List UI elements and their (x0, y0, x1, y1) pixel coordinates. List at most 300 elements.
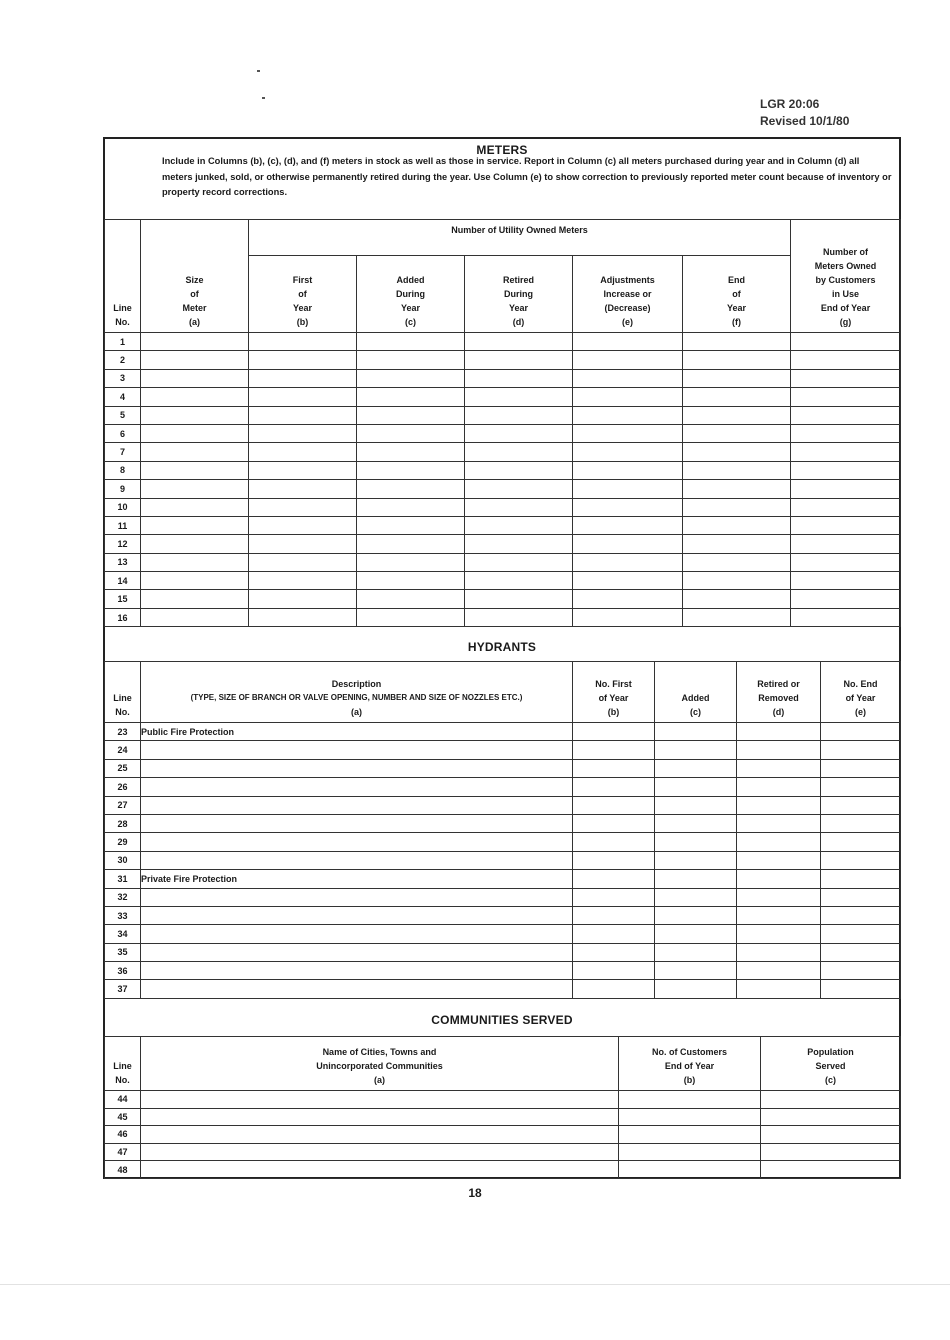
meters-size-cell[interactable] (141, 535, 249, 553)
form-code: LGR 20:06 (760, 97, 820, 111)
line-number: 46 (105, 1126, 141, 1144)
meters-customer-owned-cell[interactable] (791, 480, 901, 498)
hydrants-added-cell[interactable] (655, 888, 737, 906)
hydrants-no-end-of-year-cell[interactable] (821, 888, 901, 906)
meters-size-cell[interactable] (141, 572, 249, 590)
line-number: 48 (105, 1161, 141, 1179)
hydrants-description-cell[interactable] (141, 778, 573, 796)
table-row (105, 461, 901, 479)
meters-customer-owned-cell[interactable] (791, 443, 901, 461)
table-row (105, 759, 901, 777)
line-number: 31 (105, 870, 141, 888)
communities-customers-end-of-year-cell[interactable] (619, 1126, 761, 1144)
hydrants-description-cell[interactable] (141, 741, 573, 759)
meters-adjustments-cell[interactable] (573, 369, 683, 387)
meters-instructions: Include in Columns (b), (c), (d), and (f) meters in stock as well as those in service. Report in Column (c) all meters purchased during year and in Column (d) all meters junked, sold, or otherwise permanently retired during the year. Use Column (e) to show correction to previously reported meter count because of inventory or property record corrections. (162, 156, 892, 197)
table-row (105, 778, 901, 796)
meters-adjustments-cell[interactable] (573, 498, 683, 516)
meters-retired-cell[interactable] (465, 351, 573, 369)
line-number: 23 (105, 723, 141, 741)
table-row (105, 553, 901, 571)
meters-retired-cell[interactable] (465, 516, 573, 534)
hydrants-table (104, 661, 901, 999)
hydrants-no-first-of-year-cell[interactable] (573, 759, 655, 777)
revised-date: Revised 10/1/80 (760, 114, 850, 128)
communities-line-header: Line No. (105, 1037, 141, 1091)
meters-first-of-year-cell[interactable] (249, 424, 357, 442)
scan-speck (262, 97, 265, 99)
hydrants-retired-or-removed-cell[interactable] (737, 778, 821, 796)
meters-end-of-year-cell[interactable] (683, 424, 791, 442)
meters-adjustments-cell[interactable] (573, 516, 683, 534)
hydrants-no-first-of-year-cell[interactable] (573, 851, 655, 869)
meters-size-cell[interactable] (141, 424, 249, 442)
meters-end-of-year-cell[interactable] (683, 498, 791, 516)
meters-added-cell[interactable] (357, 608, 465, 626)
meters-col-c-header: Added During Year (c) (357, 256, 465, 333)
meters-end-of-year-cell[interactable] (683, 590, 791, 608)
meters-first-of-year-cell[interactable] (249, 516, 357, 534)
meters-customer-owned-cell[interactable] (791, 553, 901, 571)
line-number: 8 (105, 461, 141, 479)
line-number: 6 (105, 424, 141, 442)
meters-end-of-year-cell[interactable] (683, 461, 791, 479)
meters-end-of-year-cell[interactable] (683, 608, 791, 626)
meters-customer-owned-cell[interactable] (791, 333, 901, 351)
hydrants-added-cell[interactable] (655, 833, 737, 851)
meters-end-of-year-cell[interactable] (683, 406, 791, 424)
meters-adjustments-cell[interactable] (573, 388, 683, 406)
communities-population-served-cell[interactable] (761, 1161, 901, 1179)
table-row (105, 406, 901, 424)
hydrants-added-cell[interactable] (655, 962, 737, 980)
meters-customer-owned-cell[interactable] (791, 388, 901, 406)
hydrants-retired-or-removed-cell[interactable] (737, 814, 821, 832)
table-row (105, 833, 901, 851)
meters-added-cell[interactable] (357, 388, 465, 406)
meters-size-cell[interactable] (141, 369, 249, 387)
meters-retired-cell[interactable] (465, 553, 573, 571)
hydrants-added-cell[interactable] (655, 796, 737, 814)
meters-customer-owned-cell[interactable] (791, 590, 901, 608)
hydrants-no-first-of-year-cell[interactable] (573, 980, 655, 998)
communities-col-b-header: No. of Customers End of Year (b) (619, 1037, 761, 1091)
hydrants-description-cell[interactable] (141, 814, 573, 832)
hydrants-no-first-of-year-cell[interactable] (573, 833, 655, 851)
meters-adjustments-cell[interactable] (573, 424, 683, 442)
hydrants-no-end-of-year-cell[interactable] (821, 851, 901, 869)
table-row (105, 572, 901, 590)
table-row (105, 741, 901, 759)
line-number: 44 (105, 1091, 141, 1109)
line-number: 7 (105, 443, 141, 461)
table-row (105, 814, 901, 832)
meters-size-cell[interactable] (141, 351, 249, 369)
table-row (105, 943, 901, 961)
meters-size-cell[interactable] (141, 516, 249, 534)
table-row (105, 1108, 901, 1126)
hydrants-no-end-of-year-cell[interactable] (821, 943, 901, 961)
meters-first-of-year-cell[interactable] (249, 333, 357, 351)
meters-adjustments-cell[interactable] (573, 461, 683, 479)
meters-customer-owned-cell[interactable] (791, 461, 901, 479)
meters-retired-cell[interactable] (465, 424, 573, 442)
line-number: 11 (105, 516, 141, 534)
hydrants-no-first-of-year-cell[interactable] (573, 796, 655, 814)
meters-size-cell[interactable] (141, 553, 249, 571)
line-number: 15 (105, 590, 141, 608)
meters-customer-owned-cell[interactable] (791, 516, 901, 534)
meters-first-of-year-cell[interactable] (249, 443, 357, 461)
hydrants-description-cell[interactable]: Public Fire Protection (141, 723, 573, 741)
meters-adjustments-cell[interactable] (573, 572, 683, 590)
meters-customer-owned-cell[interactable] (791, 369, 901, 387)
meters-first-of-year-cell[interactable] (249, 351, 357, 369)
line-number: 36 (105, 962, 141, 980)
meters-table (104, 219, 901, 627)
hydrants-no-first-of-year-cell[interactable] (573, 870, 655, 888)
hydrants-title: HYDRANTS (467, 640, 537, 654)
hydrants-no-first-of-year-cell[interactable] (573, 925, 655, 943)
meters-added-cell[interactable] (357, 461, 465, 479)
communities-population-served-cell[interactable] (761, 1143, 901, 1161)
hydrants-added-cell[interactable] (655, 925, 737, 943)
table-row (105, 443, 901, 461)
hydrants-retired-or-removed-cell[interactable] (737, 870, 821, 888)
table-row (105, 535, 901, 553)
meters-adjustments-cell[interactable] (573, 480, 683, 498)
meters-col-f-header: End of Year (f) (683, 256, 791, 333)
table-row (105, 888, 901, 906)
hydrants-added-cell[interactable] (655, 778, 737, 796)
meters-first-of-year-cell[interactable] (249, 461, 357, 479)
hydrants-no-first-of-year-cell[interactable] (573, 741, 655, 759)
hydrants-col-d-header: Retired or Removed (d) (737, 662, 821, 723)
hydrants-added-cell[interactable] (655, 980, 737, 998)
hydrants-line-header: Line No. (105, 662, 141, 723)
line-number: 47 (105, 1143, 141, 1161)
hydrants-retired-or-removed-cell[interactable] (737, 723, 821, 741)
form-code-header (760, 96, 849, 130)
meters-size-cell[interactable] (141, 388, 249, 406)
hydrants-no-end-of-year-cell[interactable] (821, 796, 901, 814)
meters-end-of-year-cell[interactable] (683, 516, 791, 534)
table-row (105, 590, 901, 608)
line-number: 25 (105, 759, 141, 777)
meters-retired-cell[interactable] (465, 388, 573, 406)
meters-retired-cell[interactable] (465, 535, 573, 553)
hydrants-no-end-of-year-cell[interactable] (821, 906, 901, 924)
meters-end-of-year-cell[interactable] (683, 369, 791, 387)
line-number: 28 (105, 814, 141, 832)
meters-added-cell[interactable] (357, 572, 465, 590)
communities-customers-end-of-year-cell[interactable] (619, 1161, 761, 1179)
meters-added-cell[interactable] (357, 590, 465, 608)
table-row (105, 516, 901, 534)
hydrants-added-cell[interactable] (655, 906, 737, 924)
meters-first-of-year-cell[interactable] (249, 553, 357, 571)
meters-adjustments-cell[interactable] (573, 351, 683, 369)
hydrants-no-first-of-year-cell[interactable] (573, 888, 655, 906)
hydrants-no-end-of-year-cell[interactable] (821, 778, 901, 796)
line-number: 29 (105, 833, 141, 851)
hydrants-no-end-of-year-cell[interactable] (821, 925, 901, 943)
meters-adjustments-cell[interactable] (573, 443, 683, 461)
table-row (105, 851, 901, 869)
scan-speck (257, 70, 260, 72)
meters-first-of-year-cell[interactable] (249, 480, 357, 498)
meters-col-g-header: Number of Meters Owned by Customers in Use End of Year (g) (791, 220, 901, 333)
meters-title: METERS (476, 143, 528, 157)
meters-retired-cell[interactable] (465, 590, 573, 608)
table-row (105, 1143, 901, 1161)
meters-adjustments-cell[interactable] (573, 333, 683, 351)
hydrants-added-cell[interactable] (655, 851, 737, 869)
hydrants-no-first-of-year-cell[interactable] (573, 723, 655, 741)
hydrants-description-cell[interactable] (141, 833, 573, 851)
line-number: 45 (105, 1108, 141, 1126)
meters-retired-cell[interactable] (465, 369, 573, 387)
meters-adjustments-cell[interactable] (573, 590, 683, 608)
meters-first-of-year-cell[interactable] (249, 572, 357, 590)
hydrants-no-first-of-year-cell[interactable] (573, 814, 655, 832)
meters-customer-owned-cell[interactable] (791, 351, 901, 369)
communities-title: COMMUNITIES SERVED (431, 1013, 573, 1027)
hydrants-col-b-header: No. First of Year (b) (573, 662, 655, 723)
meters-size-cell[interactable] (141, 608, 249, 626)
line-number: 10 (105, 498, 141, 516)
hydrants-added-cell[interactable] (655, 943, 737, 961)
hydrants-description-cell[interactable] (141, 796, 573, 814)
meters-col-b-header: First of Year (b) (249, 256, 357, 333)
meters-end-of-year-cell[interactable] (683, 443, 791, 461)
page-edge (0, 1284, 950, 1285)
table-row (105, 1126, 901, 1144)
page-number: 18 (468, 1186, 482, 1200)
hydrants-description-cell[interactable] (141, 888, 573, 906)
table-row (105, 870, 901, 888)
hydrants-no-end-of-year-cell[interactable] (821, 980, 901, 998)
hydrants-no-first-of-year-cell[interactable] (573, 906, 655, 924)
communities-population-served-cell[interactable] (761, 1091, 901, 1109)
meters-col-e-header: Adjustments Increase or (Decrease) (e) (573, 256, 683, 333)
table-row (105, 608, 901, 626)
table-row (105, 424, 901, 442)
meters-retired-cell[interactable] (465, 443, 573, 461)
meters-retired-cell[interactable] (465, 406, 573, 424)
meters-group-header: Number of Utility Owned Meters (249, 220, 791, 256)
meters-size-cell[interactable] (141, 461, 249, 479)
line-number: 14 (105, 572, 141, 590)
communities-name-cell[interactable] (141, 1161, 619, 1179)
hydrants-retired-or-removed-cell[interactable] (737, 796, 821, 814)
meters-adjustments-cell[interactable] (573, 553, 683, 571)
communities-customers-end-of-year-cell[interactable] (619, 1143, 761, 1161)
meters-end-of-year-cell[interactable] (683, 333, 791, 351)
hydrants-no-end-of-year-cell[interactable] (821, 833, 901, 851)
communities-population-served-cell[interactable] (761, 1108, 901, 1126)
line-number: 3 (105, 369, 141, 387)
meters-added-cell[interactable] (357, 516, 465, 534)
communities-population-served-cell[interactable] (761, 1126, 901, 1144)
communities-col-a-header: Name of Cities, Towns and Unincorporated Communities (a) (141, 1037, 619, 1091)
communities-customers-end-of-year-cell[interactable] (619, 1108, 761, 1126)
meters-added-cell[interactable] (357, 333, 465, 351)
hydrants-retired-or-removed-cell[interactable] (737, 888, 821, 906)
meters-customer-owned-cell[interactable] (791, 406, 901, 424)
line-number: 27 (105, 796, 141, 814)
hydrants-description-cell[interactable] (141, 925, 573, 943)
hydrants-added-cell[interactable] (655, 723, 737, 741)
hydrants-description-cell[interactable] (141, 943, 573, 961)
table-row (105, 962, 901, 980)
communities-customers-end-of-year-cell[interactable] (619, 1091, 761, 1109)
hydrants-col-c-header: Added (c) (655, 662, 737, 723)
meters-customer-owned-cell[interactable] (791, 424, 901, 442)
meters-customer-owned-cell[interactable] (791, 498, 901, 516)
hydrants-added-cell[interactable] (655, 759, 737, 777)
table-row (105, 723, 901, 741)
meters-retired-cell[interactable] (465, 333, 573, 351)
table-row (105, 498, 901, 516)
line-number: 5 (105, 406, 141, 424)
line-number: 30 (105, 851, 141, 869)
meters-retired-cell[interactable] (465, 461, 573, 479)
hydrants-no-end-of-year-cell[interactable] (821, 870, 901, 888)
table-row (105, 351, 901, 369)
meters-first-of-year-cell[interactable] (249, 369, 357, 387)
hydrants-added-cell[interactable] (655, 870, 737, 888)
hydrants-retired-or-removed-cell[interactable] (737, 851, 821, 869)
table-row (105, 925, 901, 943)
meters-first-of-year-cell[interactable] (249, 535, 357, 553)
meters-first-of-year-cell[interactable] (249, 406, 357, 424)
meters-end-of-year-cell[interactable] (683, 388, 791, 406)
meters-customer-owned-cell[interactable] (791, 535, 901, 553)
hydrants-added-cell[interactable] (655, 814, 737, 832)
line-number: 1 (105, 333, 141, 351)
table-row (105, 906, 901, 924)
table-row (105, 480, 901, 498)
hydrants-retired-or-removed-cell[interactable] (737, 962, 821, 980)
meters-first-of-year-cell[interactable] (249, 608, 357, 626)
hydrants-added-cell[interactable] (655, 741, 737, 759)
meters-added-cell[interactable] (357, 480, 465, 498)
meters-first-of-year-cell[interactable] (249, 498, 357, 516)
meters-first-of-year-cell[interactable] (249, 590, 357, 608)
line-number: 2 (105, 351, 141, 369)
meters-added-cell[interactable] (357, 406, 465, 424)
meters-retired-cell[interactable] (465, 608, 573, 626)
hydrants-retired-or-removed-cell[interactable] (737, 980, 821, 998)
hydrants-no-end-of-year-cell[interactable] (821, 723, 901, 741)
meters-retired-cell[interactable] (465, 498, 573, 516)
hydrants-no-first-of-year-cell[interactable] (573, 778, 655, 796)
table-row (105, 333, 901, 351)
hydrants-description-cell[interactable] (141, 962, 573, 980)
meters-added-cell[interactable] (357, 424, 465, 442)
meters-size-cell[interactable] (141, 590, 249, 608)
meters-line-header: Line No. (105, 220, 141, 333)
communities-name-cell[interactable] (141, 1143, 619, 1161)
hydrants-no-end-of-year-cell[interactable] (821, 814, 901, 832)
meters-adjustments-cell[interactable] (573, 535, 683, 553)
meters-added-cell[interactable] (357, 535, 465, 553)
communities-col-c-header: Population Served (c) (761, 1037, 901, 1091)
meters-end-of-year-cell[interactable] (683, 480, 791, 498)
line-number: 33 (105, 906, 141, 924)
communities-name-cell[interactable] (141, 1091, 619, 1109)
hydrants-no-end-of-year-cell[interactable] (821, 759, 901, 777)
meters-size-cell[interactable] (141, 480, 249, 498)
hydrants-no-first-of-year-cell[interactable] (573, 962, 655, 980)
table-row (105, 1091, 901, 1109)
meters-size-cell[interactable] (141, 443, 249, 461)
hydrants-description-cell[interactable] (141, 759, 573, 777)
hydrants-retired-or-removed-cell[interactable] (737, 741, 821, 759)
hydrants-description-cell[interactable] (141, 980, 573, 998)
meters-added-cell[interactable] (357, 498, 465, 516)
meters-retired-cell[interactable] (465, 572, 573, 590)
table-row (105, 388, 901, 406)
hydrants-description-cell[interactable] (141, 906, 573, 924)
line-number: 37 (105, 980, 141, 998)
hydrants-col-e-header: No. End of Year (e) (821, 662, 901, 723)
hydrants-retired-or-removed-cell[interactable] (737, 759, 821, 777)
meters-added-cell[interactable] (357, 553, 465, 571)
meters-col-a-header: Size of Meter (a) (141, 220, 249, 333)
table-row (105, 796, 901, 814)
hydrants-retired-or-removed-cell[interactable] (737, 833, 821, 851)
meters-adjustments-cell[interactable] (573, 608, 683, 626)
communities-name-cell[interactable] (141, 1108, 619, 1126)
meters-added-cell[interactable] (357, 369, 465, 387)
line-number: 24 (105, 741, 141, 759)
meters-added-cell[interactable] (357, 443, 465, 461)
line-number: 35 (105, 943, 141, 961)
hydrants-description-cell[interactable] (141, 851, 573, 869)
line-number: 4 (105, 388, 141, 406)
line-number: 26 (105, 778, 141, 796)
meters-size-cell[interactable] (141, 498, 249, 516)
line-number: 12 (105, 535, 141, 553)
meters-size-cell[interactable] (141, 406, 249, 424)
meters-end-of-year-cell[interactable] (683, 351, 791, 369)
meters-first-of-year-cell[interactable] (249, 388, 357, 406)
line-number: 13 (105, 553, 141, 571)
meters-adjustments-cell[interactable] (573, 406, 683, 424)
meters-added-cell[interactable] (357, 351, 465, 369)
meters-retired-cell[interactable] (465, 480, 573, 498)
meters-col-d-header: Retired During Year (d) (465, 256, 573, 333)
hydrants-no-end-of-year-cell[interactable] (821, 962, 901, 980)
meters-customer-owned-cell[interactable] (791, 608, 901, 626)
meters-end-of-year-cell[interactable] (683, 553, 791, 571)
hydrants-retired-or-removed-cell[interactable] (737, 943, 821, 961)
table-row (105, 980, 901, 998)
hydrants-no-first-of-year-cell[interactable] (573, 943, 655, 961)
hydrants-description-cell[interactable]: Private Fire Protection (141, 870, 573, 888)
hydrants-retired-or-removed-cell[interactable] (737, 906, 821, 924)
meters-end-of-year-cell[interactable] (683, 572, 791, 590)
meters-customer-owned-cell[interactable] (791, 572, 901, 590)
hydrants-retired-or-removed-cell[interactable] (737, 925, 821, 943)
communities-table (104, 1036, 901, 1179)
meters-end-of-year-cell[interactable] (683, 535, 791, 553)
hydrants-no-end-of-year-cell[interactable] (821, 741, 901, 759)
meters-size-cell[interactable] (141, 333, 249, 351)
communities-name-cell[interactable] (141, 1126, 619, 1144)
